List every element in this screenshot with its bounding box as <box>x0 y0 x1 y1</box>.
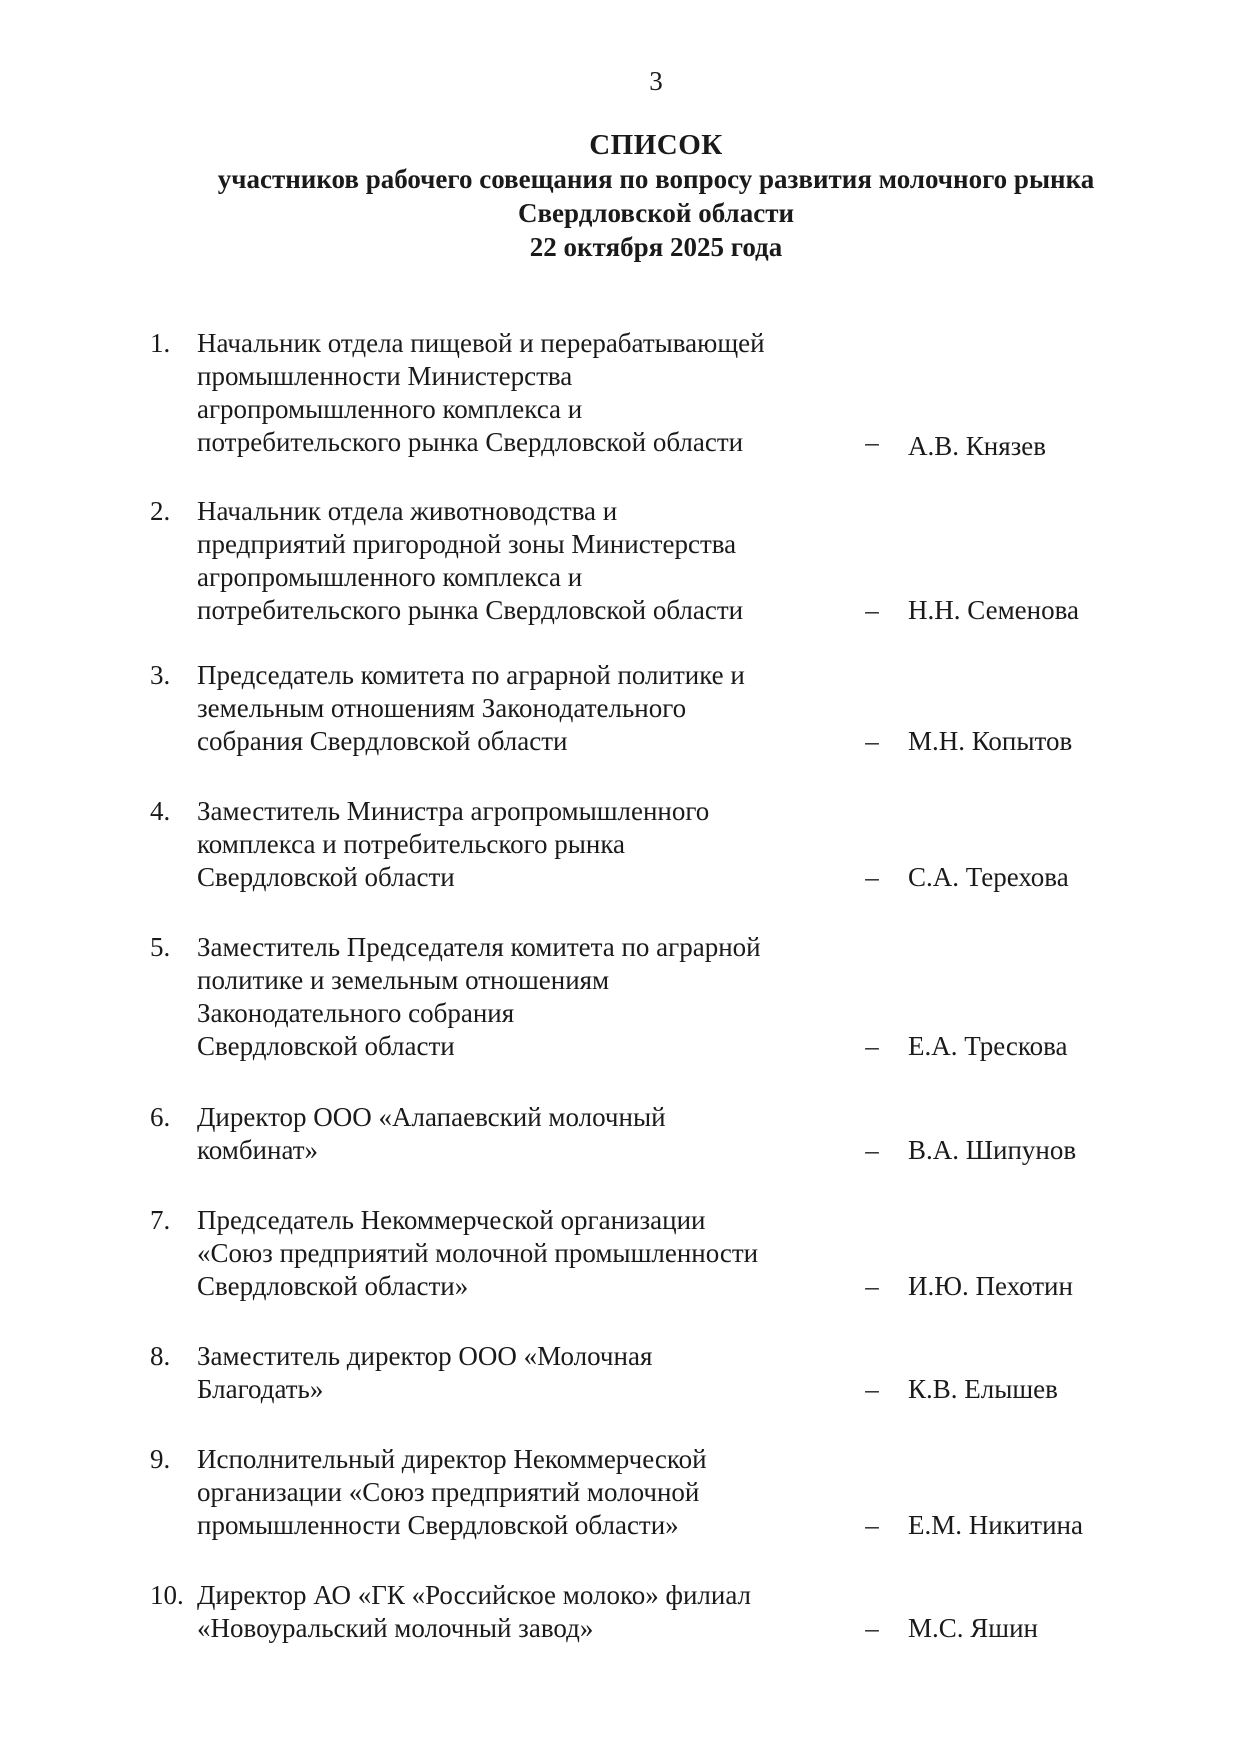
participant-name: М.С. Яшин <box>908 1613 1038 1643</box>
participant-number: 6. <box>150 1102 171 1132</box>
participant-number: 5. <box>150 932 171 962</box>
participant-position-line: Заместитель Министра агропромышленного <box>197 796 710 826</box>
participant-position <box>197 659 837 758</box>
dash-separator: – <box>865 1135 879 1165</box>
participant-position-line: Заместитель директор ООО «Молочная <box>197 1341 653 1371</box>
dash-separator: – <box>865 1031 879 1061</box>
participant-position-line: агропромышленного комплекса и <box>197 394 583 424</box>
participant-position-line: предприятий пригородной зоны Министерства <box>197 529 737 559</box>
participant-position-line: собрания Свердловской области <box>197 726 568 756</box>
participant-position-line: земельным отношениям Законодательного <box>197 693 687 723</box>
participant-position <box>197 1101 837 1167</box>
dash-separator: – <box>865 1613 879 1643</box>
participant-name: В.А. Шипунов <box>908 1135 1077 1165</box>
dash-separator: – <box>865 1510 879 1540</box>
participant-position-line: комплекса и потребительского рынка <box>197 829 626 859</box>
participant-number: 2. <box>150 496 171 526</box>
participant-name: И.Ю. Пехотин <box>908 1271 1073 1301</box>
participant-position-line: агропромышленного комплекса и <box>197 562 583 592</box>
participant-position-line: Благодать» <box>197 1374 324 1404</box>
document-subtitle: участников рабочего совещания по вопросу развития молочного рынка <box>217 164 1095 194</box>
participant-position <box>197 327 837 459</box>
participant-position-line: Председатель комитета по аграрной политике и <box>197 660 745 690</box>
participant-position-line: Свердловской области <box>197 862 455 892</box>
participant-position-line: Свердловской области <box>197 1031 455 1061</box>
participant-number: 8. <box>150 1341 171 1371</box>
participant-position-line: политике и земельным отношениям <box>197 965 610 995</box>
participant-number: 1. <box>150 328 171 358</box>
participant-position-line: Заместитель Председателя комитета по аграрной <box>197 932 761 962</box>
dash-separator: – <box>865 862 879 892</box>
participant-position-line: Директор ООО «Алапаевский молочный <box>197 1102 666 1132</box>
participant-name: А.В. Князев <box>908 431 1047 461</box>
participant-position-line: «Союз предприятий молочной промышленности <box>197 1238 759 1268</box>
participant-number: 3. <box>150 660 171 690</box>
document-heading <box>0 128 1242 264</box>
participant-name: Е.М. Никитина <box>908 1510 1083 1540</box>
participant-position-line: Начальник отдела пищевой и перерабатывающей <box>197 328 765 358</box>
participant-position-line: «Новоуральский молочный завод» <box>197 1613 594 1643</box>
participant-number: 4. <box>150 796 171 826</box>
participant-name: Е.А. Трескова <box>908 1031 1068 1061</box>
dash-separator: – <box>865 595 879 625</box>
dash-separator: – <box>865 726 879 756</box>
participant-number: 10. <box>150 1580 184 1610</box>
participant-position <box>197 1579 837 1645</box>
dash-separator: – <box>865 427 879 457</box>
participant-name: С.А. Терехова <box>908 862 1069 892</box>
participant-position <box>197 1204 837 1303</box>
participant-position-line: потребительского рынка Свердловской области <box>197 427 744 457</box>
participant-position <box>197 495 837 627</box>
participant-position-line: Исполнительный директор Некоммерческой <box>197 1444 707 1474</box>
participant-position-line: Начальник отдела животноводства и <box>197 496 618 526</box>
participant-position-line: потребительского рынка Свердловской области <box>197 595 744 625</box>
participant-position-line: промышленности Министерства <box>197 361 573 391</box>
document-date: 22 октября 2025 года <box>529 232 783 262</box>
participant-name: К.В. Елышев <box>908 1374 1058 1404</box>
participant-number: 7. <box>150 1205 171 1235</box>
participant-position-line: промышленности Свердловской области» <box>197 1510 679 1540</box>
participant-name: М.Н. Копытов <box>908 726 1073 756</box>
page-number: 3 <box>649 66 663 96</box>
participant-position-line: Председатель Некоммерческой организации <box>197 1205 706 1235</box>
participant-position-line: Директор АО «ГК «Российское молоко» филиал <box>197 1580 752 1610</box>
participant-position-line: Законодательного собрания <box>197 998 515 1028</box>
dash-separator: – <box>865 1271 879 1301</box>
participant-position-line: Свердловской области» <box>197 1271 469 1301</box>
participant-position-line: организации «Союз предприятий молочной <box>197 1477 700 1507</box>
participant-position-line: комбинат» <box>197 1135 319 1165</box>
participant-position <box>197 1443 837 1542</box>
participant-number: 9. <box>150 1444 171 1474</box>
participant-position <box>197 1340 837 1406</box>
document-region: Свердловской области <box>517 198 795 228</box>
participant-position <box>197 931 837 1063</box>
participant-name: Н.Н. Семенова <box>908 595 1079 625</box>
document-title: СПИСОК <box>589 129 723 161</box>
dash-separator: – <box>865 1374 879 1404</box>
participant-position <box>197 795 837 894</box>
